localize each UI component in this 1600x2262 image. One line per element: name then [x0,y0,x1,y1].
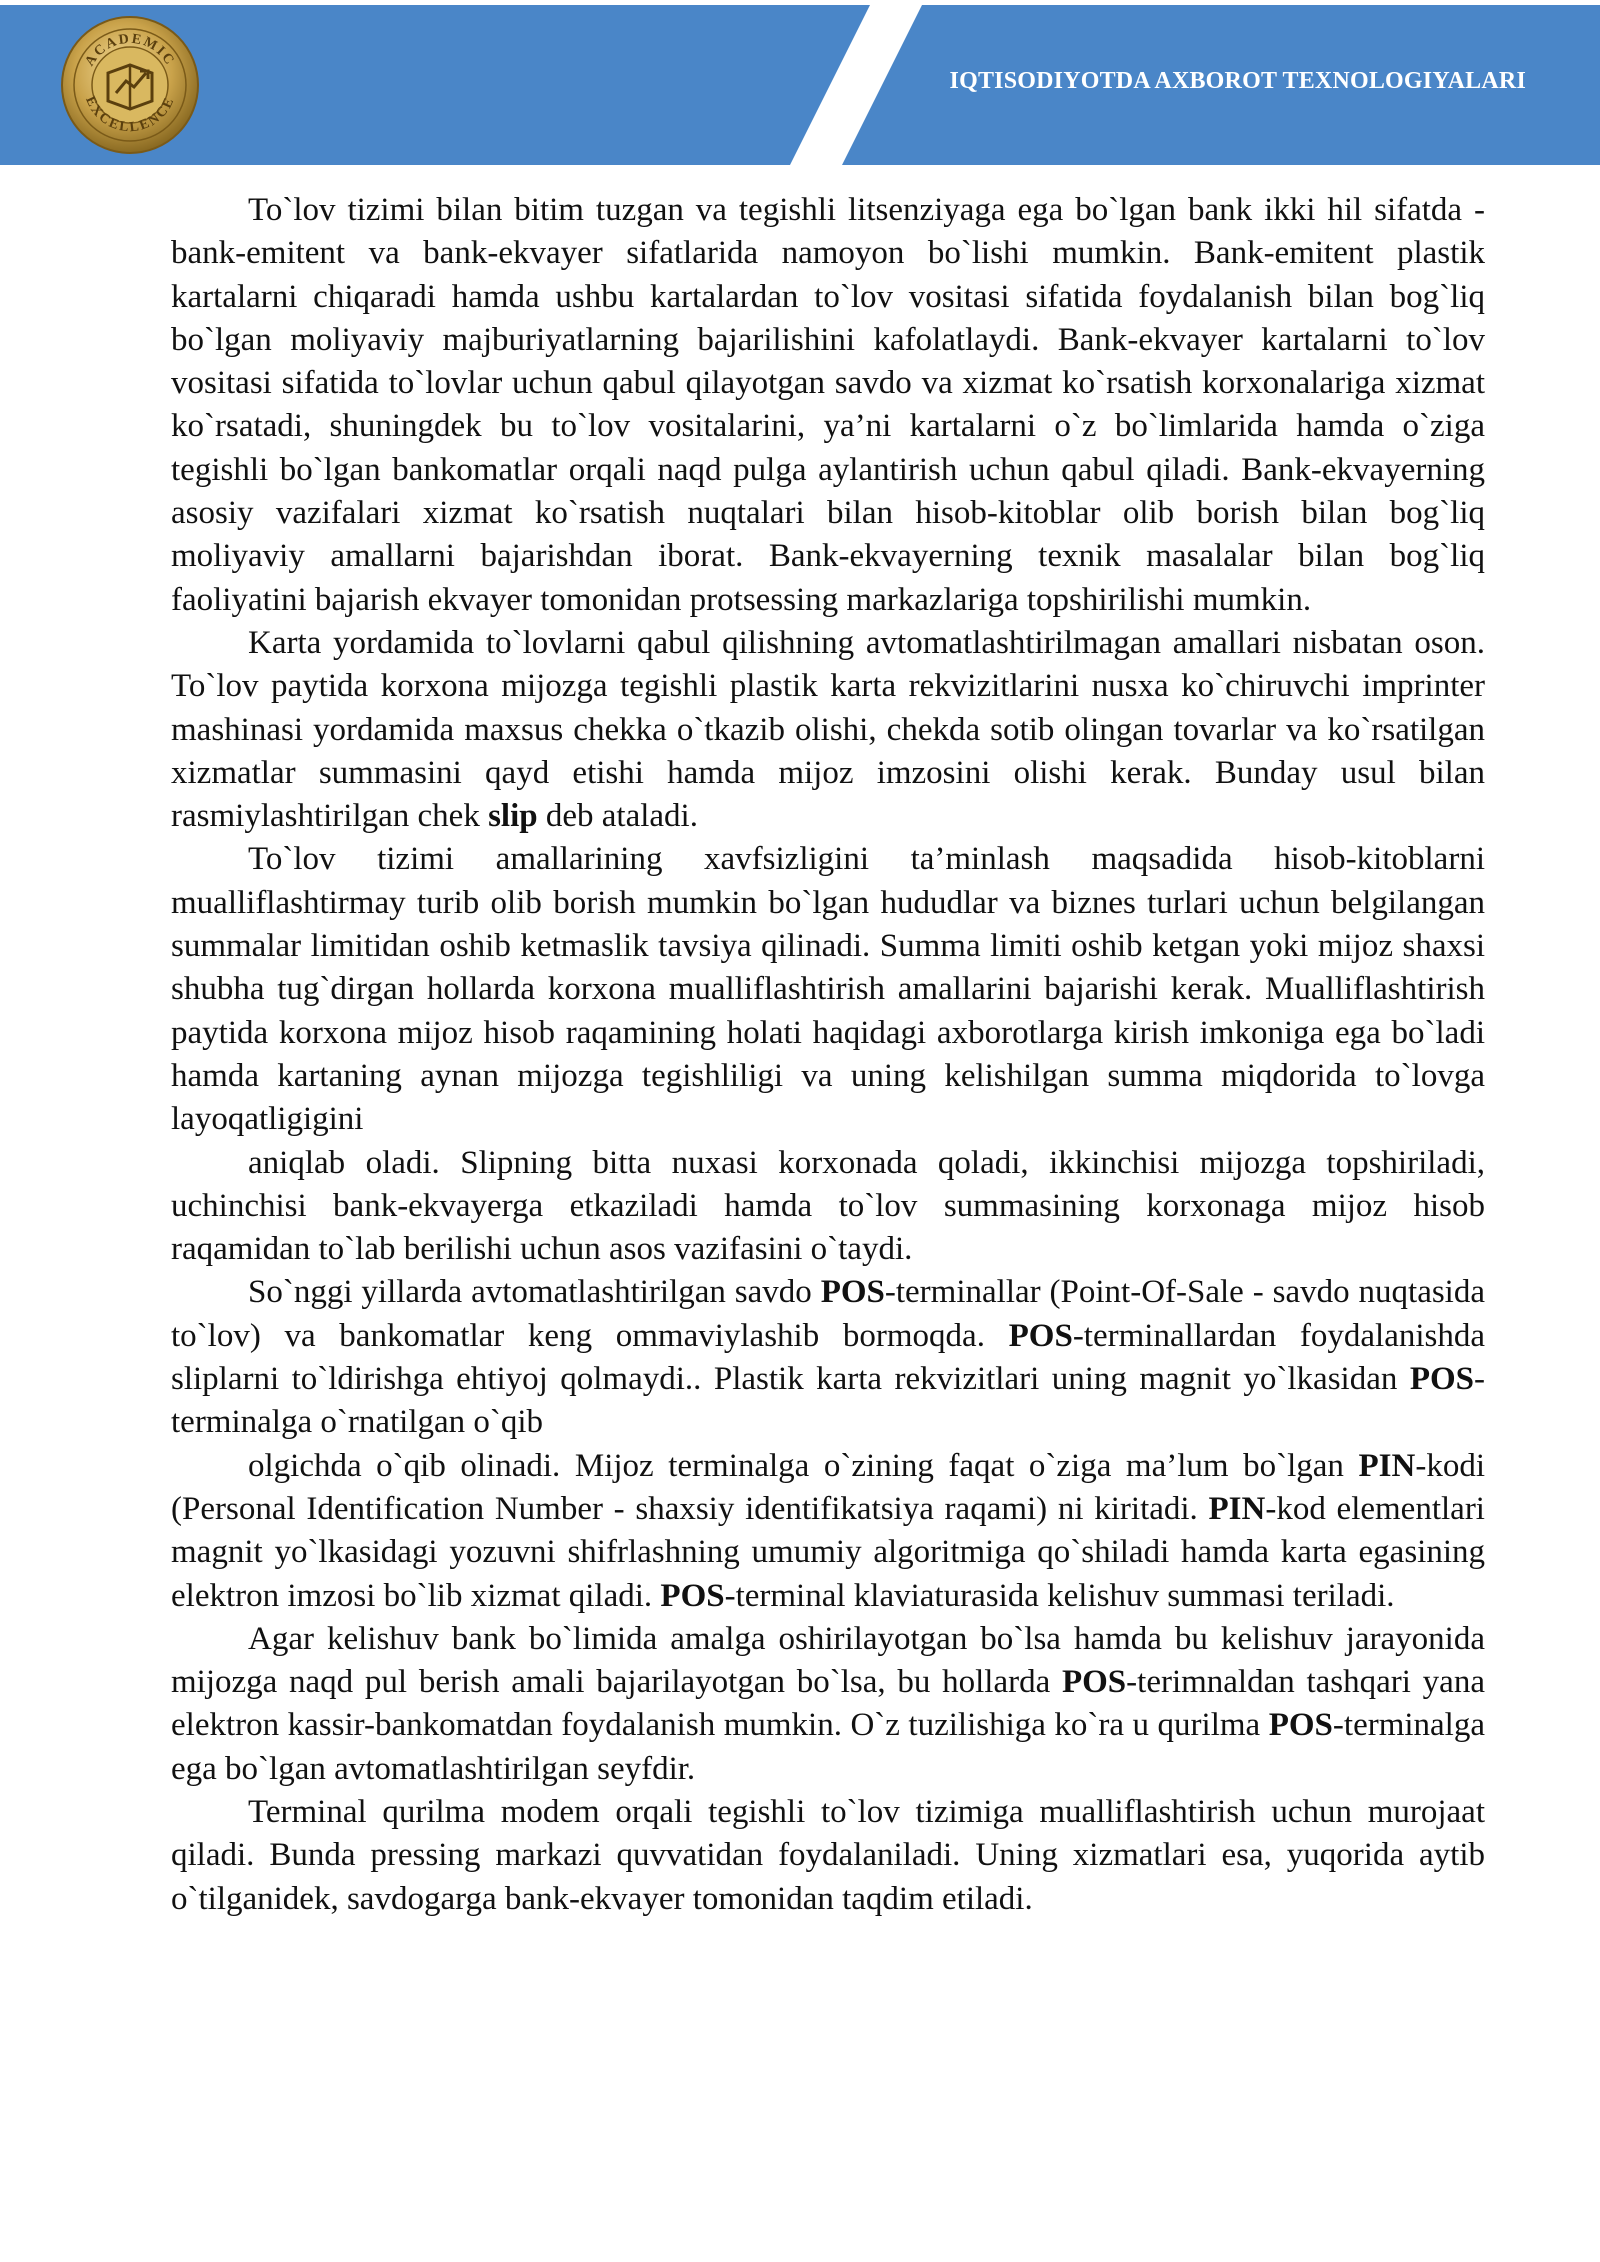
header-title: IQTISODIYOTDA AXBOROT TEXNOLOGIYALARI [949,68,1526,94]
bold-term: PIN [1358,1447,1416,1484]
paragraph [171,1142,1485,1272]
paragraph [171,189,1485,622]
bold-term: POS [1061,1664,1127,1701]
paragraph [171,1271,1485,1444]
paragraph [171,1445,1485,1618]
bold-term: POS [660,1577,725,1614]
text-run: aniqlab oladi. Slipning bitta nuxasi korxonada qoladi, ikkinchisi mijozga topshiriladi, uchinchisi bank-ekvayerga etkaziladi hamda to`lov summasining korxonaga mijoz hisob raqamidan to`lab berilishi uchun asos vazifasini o`taydi. [171,1144,1485,1268]
text-run: -terimnaldan tashqari yana elektron kassir-bankomatdan foydalanish mumkin. O`z tuzilishiga ko`ra u qurilma [171,1664,1485,1744]
text-run: -kodi (Personal Identification Number - shaxsiy identifikatsiya raqami) ni kiritadi. [171,1447,1485,1527]
bold-term: POS [1409,1361,1474,1398]
bold-term: PIN [1208,1490,1266,1527]
text-run: -kod elementlari magnit yo`lkasidagi yozuvni shifrlashning umumiy algoritmiga qo`shiladi hamda karta egasining elektron imzosi bo`lib xizmat qiladi. [171,1490,1485,1614]
text-run: Karta yordamida to`lovlarni qabul qilishning avtomatlashtirilmagan amallari nisbatan oson. To`lov paytida korxona mijozga tegishli plastik karta rekvizitlarini nusxa ko`chiruvchi imprinter mashinasi yordamida maxsus chekka o`tkazib olishi, chekda sotib olingan tovarlar va ko`rsatilgan xizmatlar summasini qayd etishi hamda mijoz imzosini olishi kerak. Bunday usul bilan rasmiylashtirilgan chek [171,624,1485,835]
paragraph [171,838,1485,1141]
text-run: So`nggi yillarda avtomatlashtirilgan savdo [248,1274,821,1311]
text-run: deb ataladi. [537,798,698,835]
bold-term: POS [1008,1317,1073,1354]
paragraph [171,622,1485,838]
bold-term: POS [820,1274,885,1311]
document-body [171,189,1485,1921]
page-header [0,0,1600,165]
paragraph [171,1791,1485,1921]
text-run: olgichda o`qib olinadi. Mijoz terminalga o`zining faqat o`ziga ma’lum bo`lgan [248,1447,1359,1484]
text-run: -terminallardan foydalanishda sliplarni to`ldirishga ehtiyoj qolmaydi.. Plastik karta rekvizitlari uning magnit yo`lkasidan [171,1317,1485,1398]
text-run: -terminalga ega bo`lgan avtomatlashtirilgan seyfdir. [171,1707,1485,1787]
svg-text:ACADEMIC: ACADEMIC [82,31,178,70]
text-run: -terminalga o`rnatilgan o`qib [171,1361,1485,1441]
text-run: Agar kelishuv bank bo`limida amalga oshirilayotgan bo`lsa hamda bu kelishuv jarayonida mijozga naqd pul berish amali bajarilayotgan bo`lsa, bu hollarda [171,1620,1485,1701]
text-run: -terminallar (Point-Of-Sale - savdo nuqtasida to`lov) va bankomatlar keng ommaviylashib bormoqda. [171,1274,1485,1354]
text-run: Terminal qurilma modem orqali tegishli to`lov tizimiga mualliflashtirish uchun murojaat qiladi. Bunda pressing markazi quvvatidan foydalaniladi. Uning xizmatlari esa, yuqorida aytib o`tilganidek, savdogarga bank-ekvayer tomonidan taqdim etiladi. [171,1793,1485,1917]
text-run: -terminal klaviaturasida kelishuv summasi teriladi. [724,1577,1395,1614]
svg-text:EXCELLENCE: EXCELLENCE [82,94,178,136]
bold-term: slip [488,798,538,835]
bold-term: POS [1268,1707,1333,1744]
text-run: To`lov tizimi bilan bitim tuzgan va tegishli litsenziyaga ega bo`lgan bank ikki hil sifatda - bank-emitent va bank-ekvayer sifatlarida namoyon bo`lishi mumkin. Bank-emitent plastik kartalarni chiqaradi hamda ushbu kartalardan to`lov vositasi sifatida foydalanish bilan bog`liq bo`lgan moliyaviy majburiyatlarning bajarilishini kafolatlaydi. Bank-ekvayer kartalarni to`lov vositasi sifatida to`lovlar uchun qabul qilayotgan savdo va xizmat ko`rsatish korxonalariga xizmat ko`rsatadi, shuningdek bu to`lov vositalarini, ya’ni kartalarni o`z bo`limlarida hamda o`ziga tegishli bo`lgan bankomatlar orqali naqd pulga aylantirish uchun qabul qiladi. Bank-ekvayerning asosiy vazifalari xizmat ko`rsatish nuqtalari bilan hisob-kitoblar olib borish bilan bog`liq moliyaviy amallarni bajarishdan iborat. Bank-ekvayerning texnik masalalar bilan bog`liq faoliyatini bajarish ekvayer tomonidan protsessing markazlariga topshirilishi mumkin. [171,192,1485,618]
paragraph [171,1618,1485,1791]
academic-excellence-logo [60,15,200,155]
text-run: To`lov tizimi amallarining xavfsizligini ta’minlash maqsadida hisob-kitoblarni mualliflashtirmay turib olib borish mumkin bo`lgan hududlar va biznes turlari uchun belgilangan summalar limitidan oshib ketmaslik tavsiya qilinadi. Summa limiti oshib ketgan yoki mijoz shaxsi shubha tug`dirgan hollarda korxona mualliflashtirish amallarini bajarishi kerak. Mualliflashtirish paytida korxona mijoz hisob raqamining holati haqidagi axborotlarga kirish imkoniga ega bo`ladi hamda kartaning aynan mijozga tegishliligi va uning kelishilgan summa miqdorida to`lovga layoqatligigini [171,841,1485,1138]
